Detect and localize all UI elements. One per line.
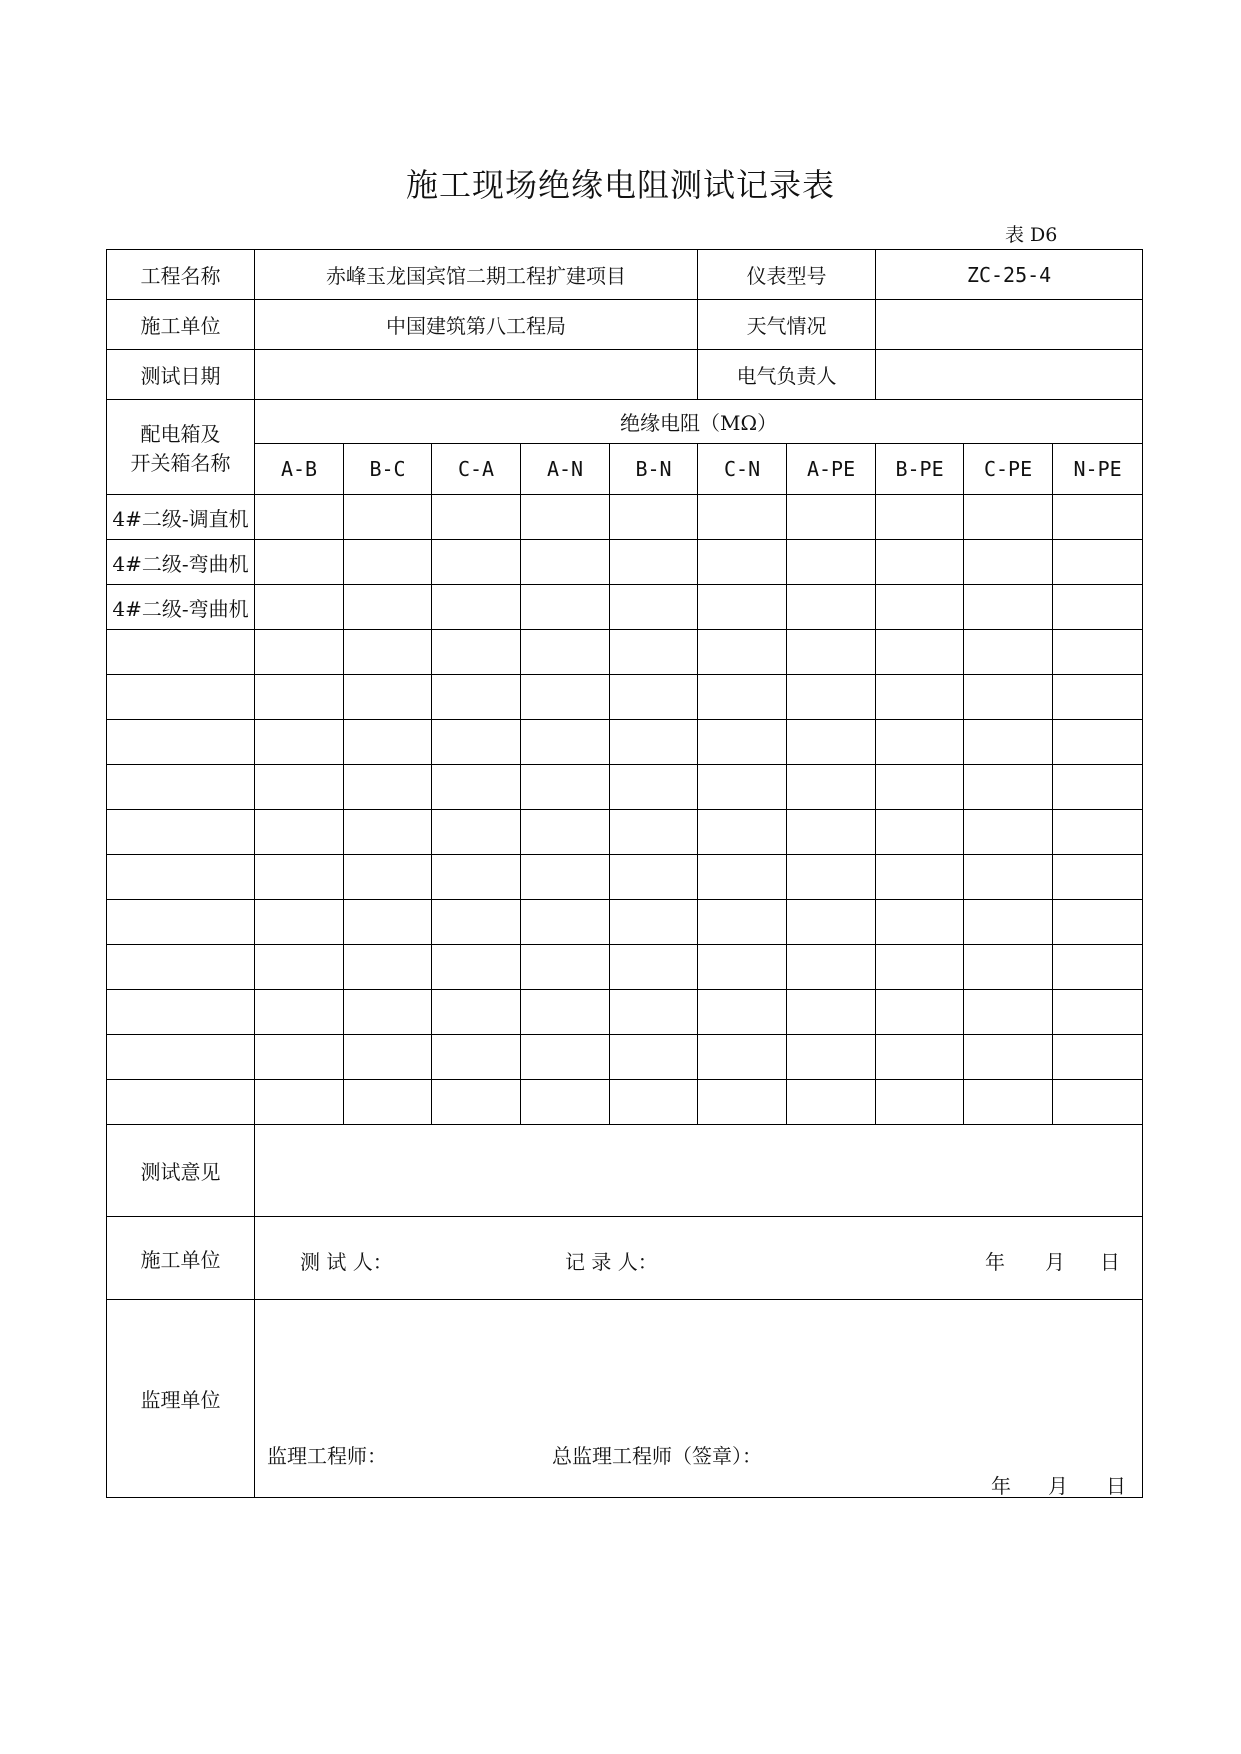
resistance-value-cell[interactable] — [432, 1035, 521, 1080]
resistance-value-cell[interactable] — [255, 495, 344, 540]
resistance-value-cell[interactable] — [698, 495, 787, 540]
box-name-cell[interactable]: 4#二级-弯曲机 — [107, 585, 255, 630]
resistance-value-cell[interactable] — [344, 585, 432, 630]
box-name-cell[interactable] — [107, 810, 255, 855]
resistance-value-cell[interactable] — [787, 675, 876, 720]
resistance-value-cell[interactable] — [521, 945, 610, 990]
electrical-lead-value[interactable] — [876, 350, 1143, 400]
resistance-value-cell[interactable] — [1053, 720, 1143, 765]
resistance-value-cell[interactable] — [1053, 1080, 1143, 1125]
supervision-area — [255, 1300, 1143, 1498]
column-header: A-PE — [787, 444, 876, 495]
resistance-value-cell[interactable] — [964, 990, 1053, 1035]
resistance-value-cell[interactable] — [610, 855, 698, 900]
resistance-value-cell[interactable] — [1053, 630, 1143, 675]
resistance-value-cell[interactable] — [698, 810, 787, 855]
box-name-cell[interactable] — [107, 990, 255, 1035]
opinion-label: 测试意见 — [107, 1125, 255, 1217]
resistance-value-cell[interactable] — [964, 1080, 1053, 1125]
resistance-value-cell[interactable] — [1053, 900, 1143, 945]
resistance-value-cell[interactable] — [344, 720, 432, 765]
chief-engineer-label: 总监理工程师（签章）： — [552, 1444, 762, 1468]
resistance-value-cell[interactable] — [876, 1080, 964, 1125]
opinion-row — [107, 1125, 1143, 1217]
resistance-value-cell[interactable] — [964, 540, 1053, 585]
recorder-label: 记 录 人： — [565, 1250, 658, 1274]
resistance-value-cell[interactable] — [787, 990, 876, 1035]
header-row-date — [107, 350, 1143, 400]
box-name-header-line1: 配电箱及 — [140, 422, 221, 446]
weather-value[interactable] — [876, 300, 1143, 350]
project-name-label: 工程名称 — [107, 250, 255, 300]
resistance-value-cell[interactable] — [344, 765, 432, 810]
resistance-value-cell[interactable] — [255, 1035, 344, 1080]
resistance-value-cell[interactable] — [787, 540, 876, 585]
box-name-cell[interactable] — [107, 945, 255, 990]
resistance-value-cell[interactable] — [610, 1035, 698, 1080]
table-row — [107, 495, 1143, 540]
resistance-value-cell[interactable] — [344, 495, 432, 540]
resistance-value-cell[interactable] — [610, 540, 698, 585]
resistance-value-cell[interactable] — [876, 540, 964, 585]
resistance-value-cell[interactable] — [610, 945, 698, 990]
resistance-value-cell[interactable] — [698, 630, 787, 675]
resistance-value-cell[interactable] — [698, 945, 787, 990]
resistance-value-cell[interactable] — [1053, 585, 1143, 630]
table-row — [107, 1035, 1143, 1080]
header-row-unit — [107, 300, 1143, 350]
resistance-value-cell[interactable] — [255, 855, 344, 900]
resistance-value-cell[interactable] — [432, 720, 521, 765]
form-title: 施工现场绝缘电阻测试记录表 — [405, 166, 835, 204]
resistance-value-cell[interactable] — [610, 630, 698, 675]
resistance-value-cell[interactable] — [787, 630, 876, 675]
supervision-day-label: 日 — [1106, 1474, 1126, 1498]
resistance-value-cell[interactable] — [432, 765, 521, 810]
supervision-month-label: 月 — [1048, 1474, 1068, 1498]
construction-unit-value[interactable]: 中国建筑第八工程局 — [255, 300, 698, 350]
resistance-value-cell[interactable] — [521, 585, 610, 630]
box-name-cell[interactable] — [107, 900, 255, 945]
resistance-value-cell[interactable] — [432, 900, 521, 945]
header-row-project — [107, 250, 1143, 300]
grid-header-row-1 — [107, 400, 1143, 444]
resistance-value-cell[interactable] — [432, 585, 521, 630]
table-row — [107, 540, 1143, 585]
resistance-value-cell[interactable] — [255, 945, 344, 990]
resistance-value-cell[interactable] — [787, 495, 876, 540]
resistance-value-cell[interactable] — [787, 765, 876, 810]
resistance-value-cell[interactable] — [787, 720, 876, 765]
resistance-value-cell[interactable] — [876, 585, 964, 630]
resistance-value-cell[interactable] — [964, 945, 1053, 990]
resistance-value-cell[interactable] — [344, 945, 432, 990]
resistance-value-cell[interactable] — [876, 495, 964, 540]
resistance-value-cell[interactable] — [698, 675, 787, 720]
resistance-value-cell[interactable] — [610, 900, 698, 945]
resistance-value-cell[interactable] — [610, 1080, 698, 1125]
box-name-cell[interactable] — [107, 1035, 255, 1080]
column-header: A-B — [255, 444, 344, 495]
resistance-value-cell[interactable] — [787, 900, 876, 945]
resistance-value-cell[interactable] — [521, 990, 610, 1035]
resistance-value-cell[interactable] — [876, 855, 964, 900]
resistance-value-cell[interactable] — [521, 855, 610, 900]
resistance-value-cell[interactable] — [1053, 540, 1143, 585]
box-name-cell[interactable] — [107, 1080, 255, 1125]
resistance-value-cell[interactable] — [521, 540, 610, 585]
resistance-value-cell[interactable] — [787, 585, 876, 630]
resistance-value-cell[interactable] — [521, 495, 610, 540]
resistance-value-cell[interactable] — [698, 900, 787, 945]
resistance-value-cell[interactable] — [964, 765, 1053, 810]
resistance-value-cell[interactable] — [876, 990, 964, 1035]
grid-header-row-2 — [107, 444, 1143, 495]
resistance-value-cell[interactable] — [610, 765, 698, 810]
test-date-value[interactable] — [255, 350, 698, 400]
resistance-value-cell[interactable] — [432, 990, 521, 1035]
resistance-value-cell[interactable] — [432, 855, 521, 900]
column-header: C-N — [698, 444, 787, 495]
resistance-value-cell[interactable] — [344, 630, 432, 675]
box-name-cell[interactable] — [107, 675, 255, 720]
construction-sign-label: 施工单位 — [107, 1217, 255, 1300]
resistance-value-cell[interactable] — [344, 1035, 432, 1080]
box-name-cell[interactable] — [107, 765, 255, 810]
resistance-value-cell[interactable] — [1053, 675, 1143, 720]
resistance-value-cell[interactable] — [610, 675, 698, 720]
resistance-value-cell[interactable] — [698, 1035, 787, 1080]
column-header: N-PE — [1053, 444, 1143, 495]
resistance-value-cell[interactable] — [876, 675, 964, 720]
table-row — [107, 1080, 1143, 1125]
resistance-value-cell[interactable] — [698, 765, 787, 810]
resistance-value-cell[interactable] — [521, 1080, 610, 1125]
weather-label: 天气情况 — [698, 300, 876, 350]
box-name-cell[interactable] — [107, 720, 255, 765]
column-header: C-A — [432, 444, 521, 495]
sign-year-label: 年 — [985, 1250, 1005, 1274]
resistance-value-cell[interactable] — [255, 630, 344, 675]
construction-sign-row — [107, 1217, 1143, 1300]
box-name-header-line2: 开关箱名称 — [130, 451, 231, 475]
resistance-value-cell[interactable] — [255, 585, 344, 630]
resistance-value-cell[interactable] — [1053, 810, 1143, 855]
resistance-header: 绝缘电阻（MΩ） — [255, 400, 1143, 444]
resistance-value-cell[interactable] — [432, 945, 521, 990]
resistance-value-cell[interactable] — [521, 675, 610, 720]
resistance-value-cell[interactable] — [344, 990, 432, 1035]
resistance-value-cell[interactable] — [610, 990, 698, 1035]
resistance-value-cell[interactable] — [787, 855, 876, 900]
column-header: B-PE — [876, 444, 964, 495]
box-name-cell[interactable] — [107, 630, 255, 675]
resistance-value-cell[interactable] — [1053, 1035, 1143, 1080]
supervision-label: 监理单位 — [107, 1300, 255, 1498]
resistance-value-cell[interactable] — [344, 675, 432, 720]
resistance-value-cell[interactable] — [698, 990, 787, 1035]
resistance-value-cell[interactable] — [521, 765, 610, 810]
table-row — [107, 810, 1143, 855]
resistance-value-cell[interactable] — [610, 720, 698, 765]
resistance-value-cell[interactable] — [344, 855, 432, 900]
resistance-value-cell[interactable] — [432, 540, 521, 585]
meter-model-label: 仪表型号 — [698, 250, 876, 300]
resistance-value-cell[interactable] — [610, 585, 698, 630]
resistance-value-cell[interactable] — [964, 1035, 1053, 1080]
project-name-value[interactable]: 赤峰玉龙国宾馆二期工程扩建项目 — [255, 250, 698, 300]
resistance-value-cell[interactable] — [787, 945, 876, 990]
resistance-value-cell[interactable] — [964, 585, 1053, 630]
box-name-header — [107, 400, 255, 495]
table-row — [107, 765, 1143, 810]
resistance-value-cell[interactable] — [964, 630, 1053, 675]
test-date-label: 测试日期 — [107, 350, 255, 400]
meter-model-value[interactable]: ZC-25-4 — [876, 250, 1143, 300]
construction-sign-area — [255, 1217, 1143, 1300]
electrical-lead-label: 电气负责人 — [698, 350, 876, 400]
resistance-value-cell[interactable] — [432, 1080, 521, 1125]
resistance-value-cell[interactable] — [787, 810, 876, 855]
sign-day-label: 日 — [1100, 1250, 1120, 1274]
table-row — [107, 675, 1143, 720]
table-row — [107, 630, 1143, 675]
column-header: B-C — [344, 444, 432, 495]
resistance-value-cell[interactable] — [698, 720, 787, 765]
supervision-year-label: 年 — [991, 1474, 1011, 1498]
resistance-value-cell[interactable] — [344, 900, 432, 945]
resistance-value-cell[interactable] — [255, 900, 344, 945]
table-row — [107, 585, 1143, 630]
resistance-value-cell[interactable] — [1053, 855, 1143, 900]
resistance-value-cell[interactable] — [787, 1080, 876, 1125]
resistance-value-cell[interactable] — [876, 900, 964, 945]
resistance-value-cell[interactable] — [964, 900, 1053, 945]
column-header: C-PE — [964, 444, 1053, 495]
resistance-value-cell[interactable] — [255, 1080, 344, 1125]
resistance-value-cell[interactable] — [876, 720, 964, 765]
resistance-value-cell[interactable] — [876, 1035, 964, 1080]
resistance-value-cell[interactable] — [255, 720, 344, 765]
resistance-value-cell[interactable] — [432, 630, 521, 675]
resistance-value-cell[interactable] — [964, 810, 1053, 855]
resistance-value-cell[interactable] — [964, 675, 1053, 720]
resistance-value-cell[interactable] — [521, 720, 610, 765]
table-row — [107, 945, 1143, 990]
resistance-value-cell[interactable] — [521, 900, 610, 945]
resistance-value-cell[interactable] — [255, 765, 344, 810]
column-header: B-N — [610, 444, 698, 495]
resistance-value-cell[interactable] — [432, 495, 521, 540]
resistance-value-cell[interactable] — [344, 540, 432, 585]
resistance-value-cell[interactable] — [255, 540, 344, 585]
table-row — [107, 855, 1143, 900]
box-name-cell[interactable]: 4#二级-弯曲机 — [107, 540, 255, 585]
resistance-value-cell[interactable] — [521, 810, 610, 855]
box-name-cell[interactable] — [107, 855, 255, 900]
resistance-value-cell[interactable] — [344, 810, 432, 855]
resistance-value-cell[interactable] — [255, 675, 344, 720]
resistance-value-cell[interactable] — [610, 495, 698, 540]
resistance-value-cell[interactable] — [1053, 765, 1143, 810]
resistance-value-cell[interactable] — [344, 1080, 432, 1125]
resistance-value-cell[interactable] — [432, 675, 521, 720]
resistance-value-cell[interactable] — [1053, 990, 1143, 1035]
resistance-value-cell[interactable] — [964, 720, 1053, 765]
resistance-value-cell[interactable] — [698, 585, 787, 630]
resistance-value-cell[interactable] — [876, 630, 964, 675]
tester-label: 测 试 人： — [300, 1250, 393, 1274]
resistance-value-cell[interactable] — [521, 1035, 610, 1080]
resistance-value-cell[interactable] — [787, 1035, 876, 1080]
resistance-value-cell[interactable] — [698, 540, 787, 585]
resistance-value-cell[interactable] — [255, 990, 344, 1035]
resistance-value-cell[interactable] — [521, 630, 610, 675]
resistance-value-cell[interactable] — [432, 810, 521, 855]
resistance-value-cell[interactable] — [876, 810, 964, 855]
table-row — [107, 990, 1143, 1035]
resistance-value-cell[interactable] — [876, 945, 964, 990]
resistance-value-cell[interactable] — [1053, 945, 1143, 990]
resistance-value-cell[interactable] — [964, 855, 1053, 900]
form-code: 表 D6 — [1005, 224, 1058, 246]
insulation-test-table — [106, 249, 1143, 1498]
opinion-value[interactable] — [255, 1125, 1143, 1217]
resistance-value-cell[interactable] — [876, 765, 964, 810]
resistance-value-cell[interactable] — [1053, 495, 1143, 540]
sign-month-label: 月 — [1045, 1250, 1065, 1274]
column-header: A-N — [521, 444, 610, 495]
construction-unit-label: 施工单位 — [107, 300, 255, 350]
table-row — [107, 720, 1143, 765]
resistance-value-cell[interactable] — [610, 810, 698, 855]
table-row — [107, 900, 1143, 945]
supervision-row — [107, 1300, 1143, 1498]
resistance-value-cell[interactable] — [698, 1080, 787, 1125]
resistance-value-cell[interactable] — [255, 810, 344, 855]
resistance-value-cell[interactable] — [698, 855, 787, 900]
box-name-cell[interactable]: 4#二级-调直机 — [107, 495, 255, 540]
supervising-engineer-label: 监理工程师： — [267, 1444, 387, 1468]
resistance-value-cell[interactable] — [964, 495, 1053, 540]
